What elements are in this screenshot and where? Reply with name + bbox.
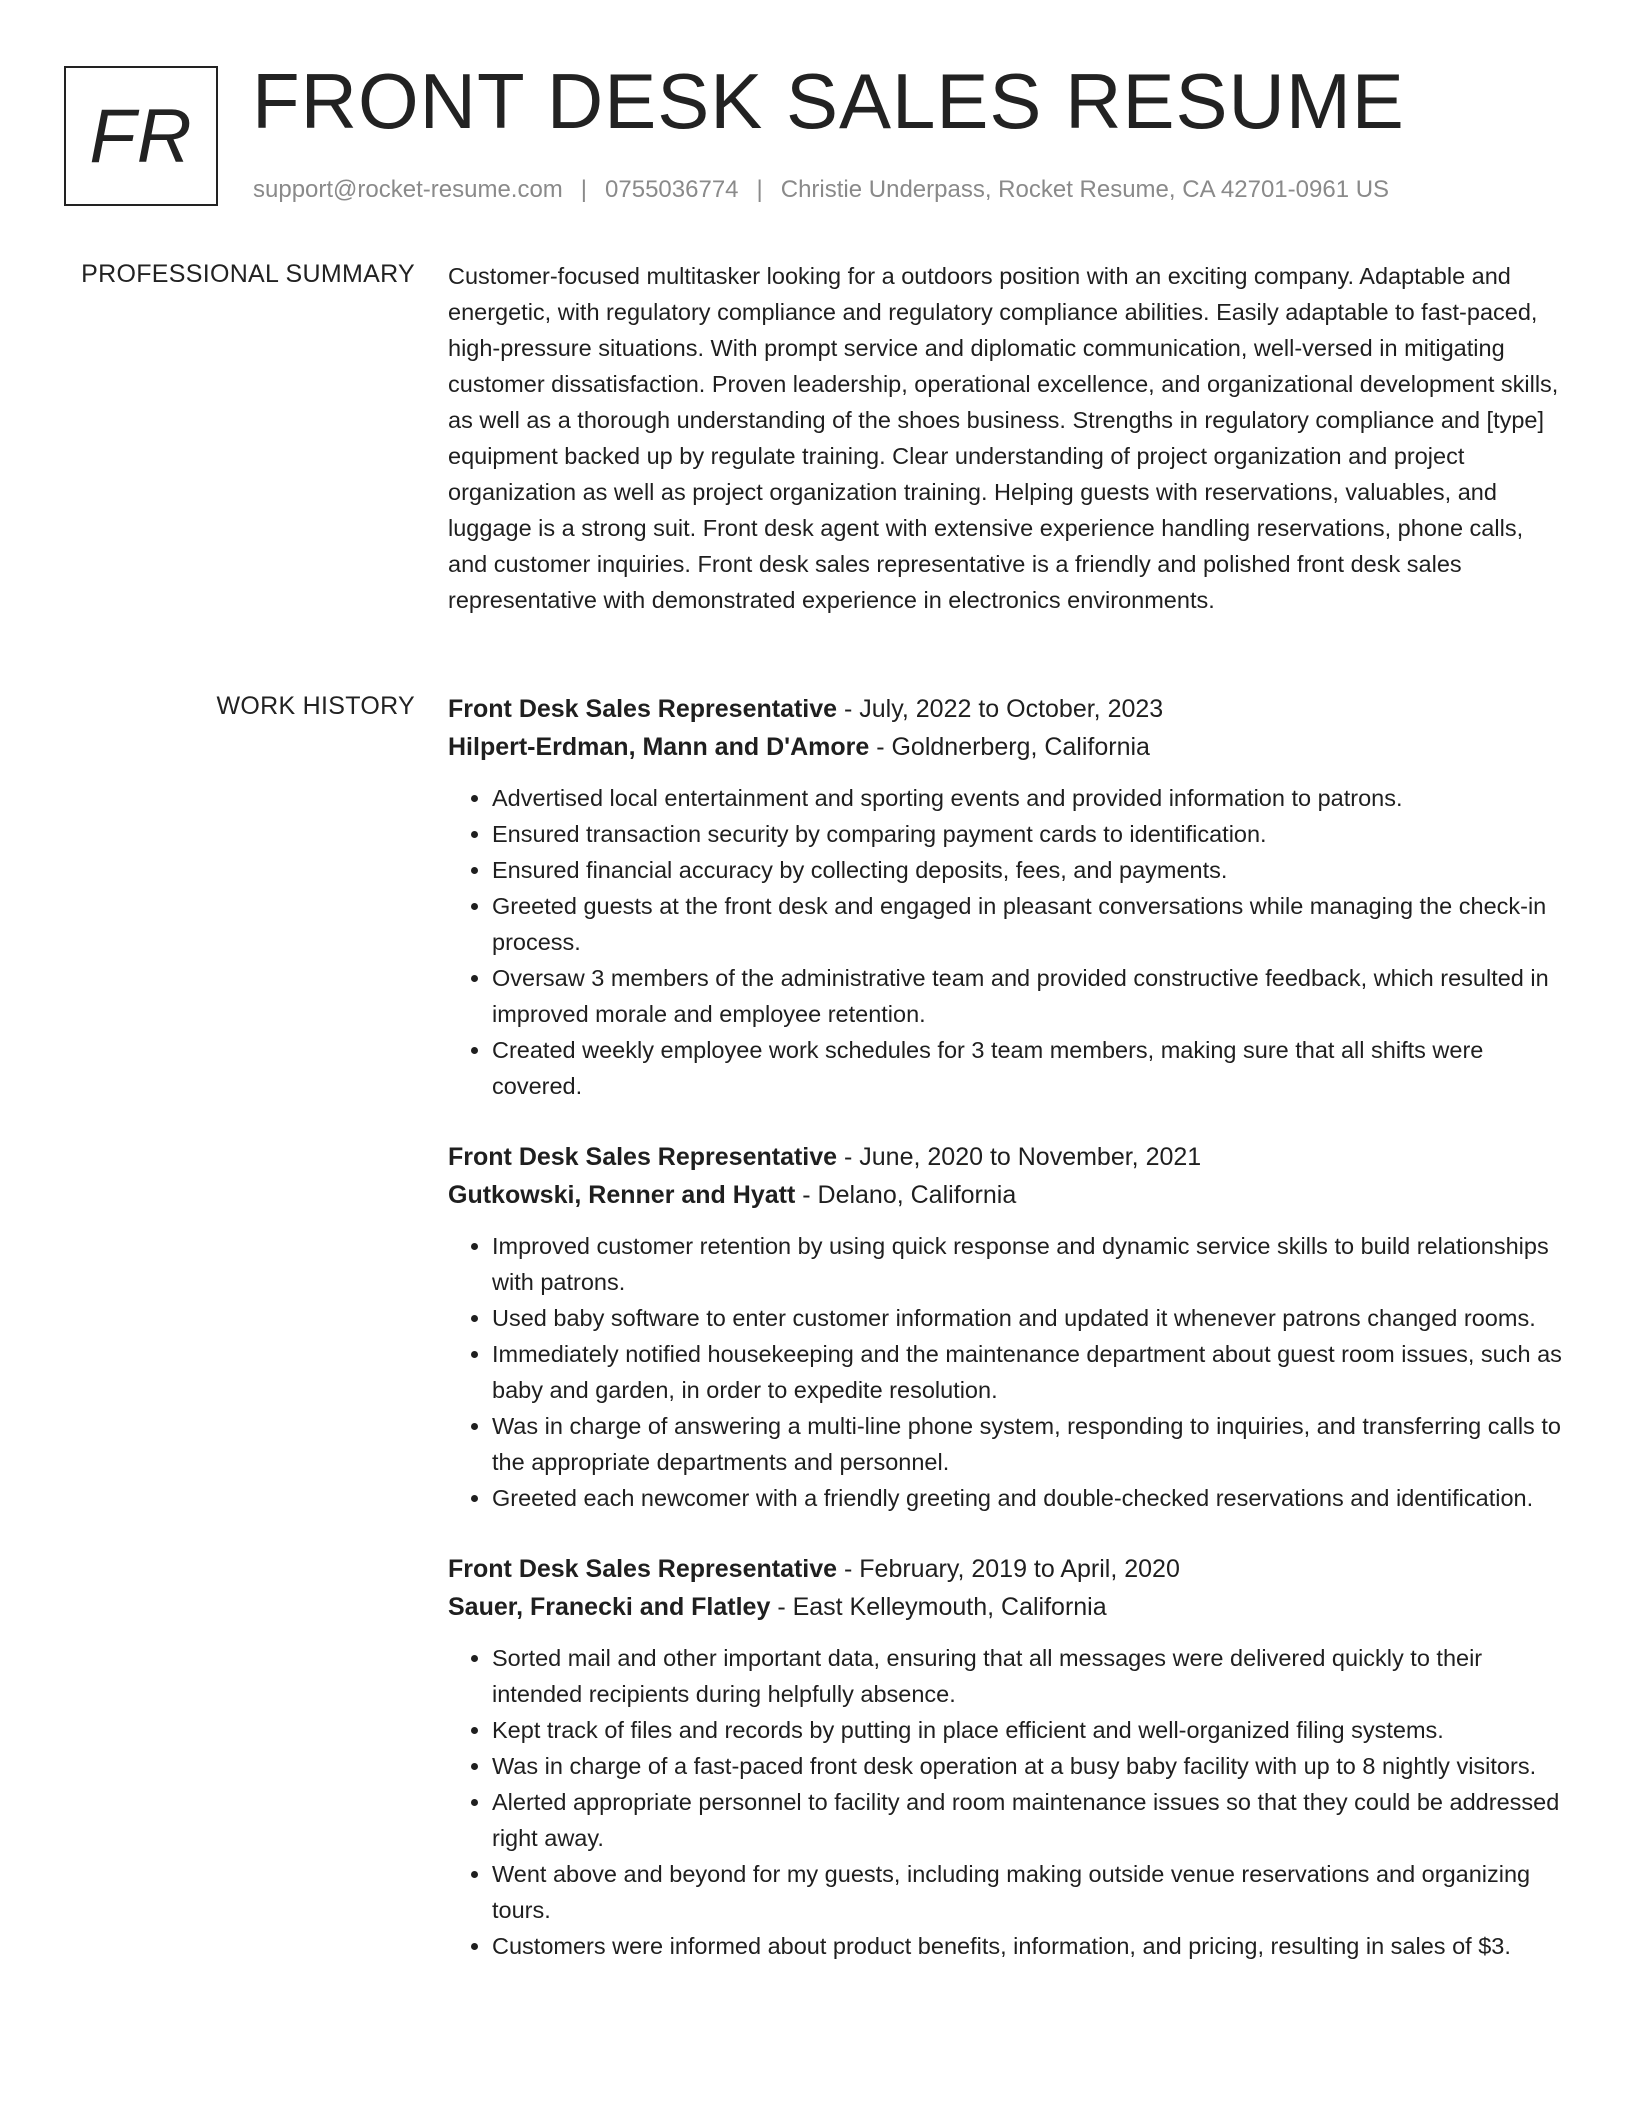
job-duty: • Immediately notified housekeeping and the maintenance department about guest room issues, such as baby and garden, in order to expedite resolution. [492, 1336, 1564, 1408]
contact-address: Christie Underpass, Rocket Resume, CA 42701-0961 US [780, 176, 1390, 203]
job-duty: • Improved customer retention by using quick response and dynamic service skills to build relationships with patrons. [492, 1228, 1564, 1300]
job-company: Sauer, Franecki and Flatley [448, 1593, 771, 1621]
job-location: - East Kelleymouth, California [770, 1593, 1107, 1621]
job-duty: • Ensured transaction security by comparing payment cards to identification. [492, 816, 1564, 852]
work-history-body [448, 690, 1564, 1998]
job-title: Front Desk Sales Representative [448, 1555, 838, 1583]
job-location: - Delano, California [795, 1181, 1017, 1209]
job-duties-list [448, 780, 1564, 1104]
job-duty: • Kept track of files and records by putting in place efficient and well-organized filing systems. [492, 1712, 1564, 1748]
summary-text: Customer-focused multitasker looking for a outdoors position with an exciting company. Adaptable and energetic, with regulatory compliance and regulatory compliance abilities. Easily adaptable to fast-paced, high-pressure situations. With prompt service and diplomatic communication, well-versed in mitigating customer dissatisfaction. Proven leadership, operational excellence, and organizational development skills, as well as a thorough understanding of the shoes business. Strengths in regulatory compliance and [type] equipment backed up by regulate training. Clear understanding of project organization and project organization as well as project organization training. Helping guests with reservations, valuables, and luggage is a strong suit. Front desk agent with extensive experience handling reservations, phone calls, and customer inquiries. Front desk sales representative is a friendly and polished front desk sales representative with demonstrated experience in electronics environments. [448, 263, 1559, 613]
job-company-line [448, 728, 1564, 766]
job-entry [448, 1550, 1564, 1964]
job-duty: • Sorted mail and other important data, ensuring that all messages were delivered quickly to their intended recipients during helpfully absence. [492, 1640, 1564, 1712]
section-label-work-history: WORK HISTORY [216, 692, 415, 720]
job-duty: • Customers were informed about product benefits, information, and pricing, resulting in sales of $3. [492, 1928, 1564, 1964]
contact-separator: | [580, 176, 588, 203]
monogram-initials: FR [89, 93, 193, 179]
job-duties-list [448, 1228, 1564, 1516]
contact-email: support@rocket-resume.com [253, 176, 563, 203]
job-title-line [448, 1550, 1564, 1588]
job-duty: • Oversaw 3 members of the administrative team and provided constructive feedback, which resulted in improved morale and employee retention. [492, 960, 1564, 1032]
job-duty: • Advertised local entertainment and sporting events and provided information to patrons. [492, 780, 1564, 816]
job-duty: • Created weekly employee work schedules for 3 team members, making sure that all shifts were covered. [492, 1032, 1564, 1104]
job-duty: • Was in charge of answering a multi-line phone system, responding to inquiries, and transferring calls to the appropriate departments and personnel. [492, 1408, 1564, 1480]
resume-title: FRONT DESK SALES RESUME [252, 57, 1405, 145]
contact-line [253, 176, 1389, 204]
job-company: Hilpert-Erdman, Mann and D'Amore [448, 733, 870, 761]
monogram-badge [64, 66, 218, 206]
job-entry [448, 690, 1564, 1104]
job-duty: • Was in charge of a fast-paced front desk operation at a busy baby facility with up to 8 nightly visitors. [492, 1748, 1564, 1784]
job-duty: • Ensured financial accuracy by collecting deposits, fees, and payments. [492, 852, 1564, 888]
job-dates: - July, 2022 to October, 2023 [837, 695, 1164, 723]
job-title: Front Desk Sales Representative [448, 695, 838, 723]
section-label-summary: PROFESSIONAL SUMMARY [81, 260, 415, 288]
job-title-line [448, 690, 1564, 728]
job-duty: • Went above and beyond for my guests, including making outside venue reservations and organizing tours. [492, 1856, 1564, 1928]
job-dates: - February, 2019 to April, 2020 [837, 1555, 1180, 1583]
job-duty: • Alerted appropriate personnel to facility and room maintenance issues so that they could be addressed right away. [492, 1784, 1564, 1856]
job-dates: - June, 2020 to November, 2021 [837, 1143, 1202, 1171]
job-duty: • Greeted each newcomer with a friendly greeting and double-checked reservations and identification. [492, 1480, 1564, 1516]
job-duties-list [448, 1640, 1564, 1964]
job-entry [448, 1138, 1564, 1516]
job-location: - Goldnerberg, California [869, 733, 1150, 761]
contact-separator: | [756, 176, 763, 203]
contact-phone: 0755036774 [605, 176, 739, 203]
summary-body [448, 258, 1564, 618]
job-duty: • Greeted guests at the front desk and engaged in pleasant conversations while managing the check-in process. [492, 888, 1564, 960]
job-duty: • Used baby software to enter customer information and updated it whenever patrons changed rooms. [492, 1300, 1564, 1336]
job-title: Front Desk Sales Representative [448, 1143, 838, 1171]
job-title-line [448, 1138, 1564, 1176]
job-company-line [448, 1176, 1564, 1214]
job-company: Gutkowski, Renner and Hyatt [448, 1181, 796, 1209]
job-company-line [448, 1588, 1564, 1626]
